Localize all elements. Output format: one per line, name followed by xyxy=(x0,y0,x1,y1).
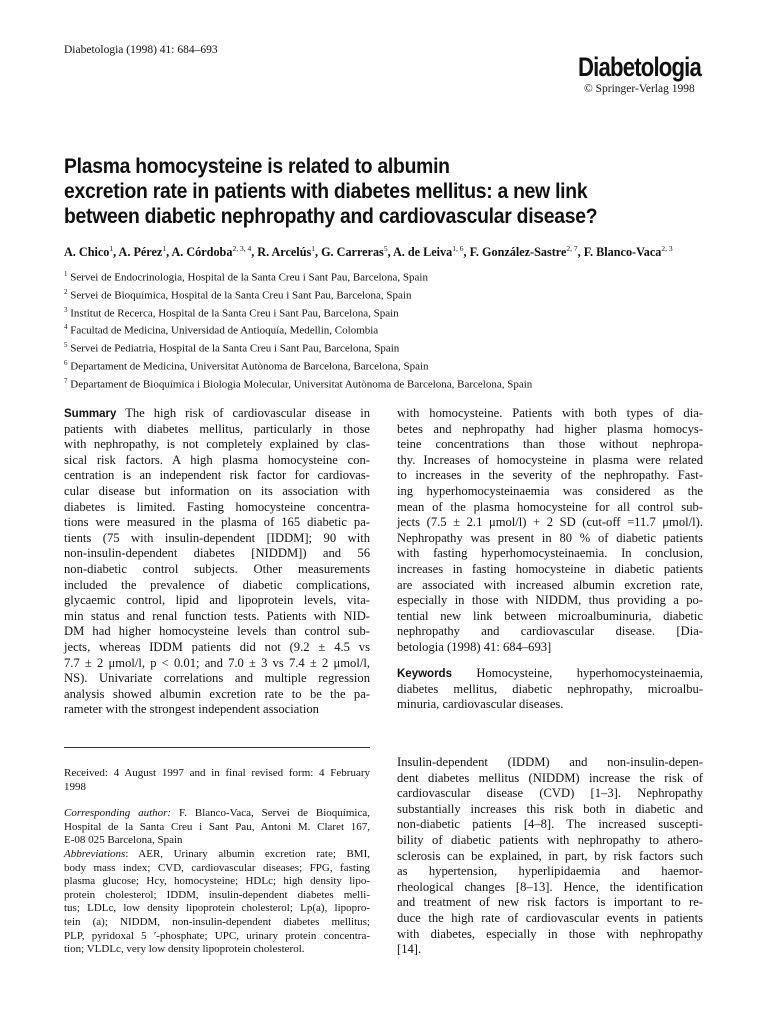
text-line xyxy=(397,422,703,438)
text-line-content: substantially increases this risk both in diabetic and xyxy=(397,801,703,816)
footnote-gap xyxy=(64,794,370,807)
text-line-content: are associated with increased albumin excretion rate, xyxy=(397,577,703,592)
text-line-content: Homocysteine, hyperhomocysteinaemia, xyxy=(476,666,703,680)
text-line-content: with nephropathy, is not completely explained by clas- xyxy=(64,437,370,452)
text-line-content: bility of diabetic patients with nephropathy to athero- xyxy=(397,832,703,847)
text-line-content: and treatment of new risk factors is important to re- xyxy=(397,895,703,910)
author-affiliation-mark: 2, 3 xyxy=(661,244,673,253)
text-line-content: glycaemic control, lipid and lipoprotein levels, vita- xyxy=(64,593,370,608)
text-line xyxy=(397,593,703,609)
text-line-content: minuria, cardiovascular diseases. xyxy=(397,697,564,712)
author-affiliation-mark: 1 xyxy=(311,244,315,253)
text-line-content: body mass index; CVD, cardiovascular diseases; FPG, fasting xyxy=(64,861,370,874)
text-line-content: NS). Univariate correlations and multiple regression xyxy=(64,671,370,686)
text-line-content: : AER, Urinary albumin excretion rate; BMI, xyxy=(125,847,370,860)
text-line xyxy=(397,849,703,865)
author-name: R. Arcelús xyxy=(257,245,312,260)
text-line-content: cardiovascular disease (CVD) [1–3]. Nephropathy xyxy=(397,786,703,801)
text-line-content: tions were measured in the plasma of 165 diabetic pa- xyxy=(64,515,370,530)
text-line-content: sical risk factors. A high plasma homocysteine con- xyxy=(64,452,370,467)
text-line-content: tential new link between microalbuminuria, diabetic xyxy=(397,608,703,623)
article-title xyxy=(64,154,714,229)
affiliation-number: 6 xyxy=(64,358,68,367)
affiliation-text: Servei de Pediatria, Hospital de la Santa Creu i Sant Pau, Barcelona, Spain xyxy=(70,342,400,355)
author-name: A. Chico xyxy=(64,245,110,260)
text-line xyxy=(397,927,703,943)
text-line xyxy=(64,406,370,422)
text-line-content: min status and renal function tests. Patients with NID- xyxy=(64,608,370,623)
text-line-content: with diabetes, especially in those with nephropathy xyxy=(397,926,703,941)
text-line-content: thy. Increases of homocysteine in plasma were related xyxy=(397,452,703,467)
text-line-content: tion; VLDLc, very low density lipoprotein cholesterol. xyxy=(64,943,305,956)
text-line xyxy=(64,916,370,930)
author-list: A. Chico$^1$, A. Pérez$^1$, A. Córdoba$^{2, 3, 4}$, R. Arcelús$^1$, G. Carreras$^5$, A. de Leiva$^{1, 6}$, F. González-Sastre$^{2, 7}$, F. Blanco-Vaca$^{2, 3}$ xyxy=(64,244,673,260)
text-line xyxy=(64,687,370,703)
text-line-content: non-diabetic patients [4–8]. The increased suscepti- xyxy=(397,817,703,832)
text-line xyxy=(64,593,370,609)
text-line-content: to increases in the severity of the nephropathy. Fast- xyxy=(397,468,703,483)
text-line-content: with homocysteine. Patients with both types of dia- xyxy=(397,406,703,420)
affiliation-list xyxy=(64,267,714,391)
author-name: A. de Leiva xyxy=(392,245,453,260)
footnotes-block xyxy=(64,767,370,957)
text-line xyxy=(397,406,703,422)
text-line xyxy=(64,671,370,687)
text-line xyxy=(64,834,370,848)
text-line xyxy=(397,640,703,656)
text-line-content: jects (7.5 ± 2.1 μmol/l) + 2 SD (cut-off =11.7 μmol/l). xyxy=(397,515,703,530)
keywords-block xyxy=(397,666,703,713)
affiliation-item xyxy=(64,267,714,285)
text-line xyxy=(397,911,703,927)
text-line xyxy=(397,895,703,911)
title-line: excretion rate in patients with diabetes mellitus: a new link xyxy=(64,179,588,203)
text-line xyxy=(64,609,370,625)
text-line xyxy=(64,943,370,957)
corresponding-author-label: Corresponding author: xyxy=(64,807,172,820)
text-line-content: [14]. xyxy=(397,942,422,957)
text-line-content: increases in fasting homocysteine in diabetic patients xyxy=(397,561,703,576)
text-line xyxy=(64,862,370,876)
text-line-content: diabetes mellitus, diabetic nephropathy, microalbu- xyxy=(397,681,703,696)
text-line-content: betologia (1998) 41: 684–693] xyxy=(397,639,552,654)
text-line-content: E-08 025 Barcelona, Spain xyxy=(64,834,183,847)
author-name: G. Carreras xyxy=(321,245,384,260)
text-line-content: non-insulin-dependent diabetes [NIDDM]) and 56 xyxy=(64,546,370,561)
abbreviations-label: Abbreviations xyxy=(64,847,126,860)
text-line-content: included the prevalence of diabetic complications, xyxy=(64,577,370,592)
text-line xyxy=(64,781,370,795)
text-line xyxy=(64,848,370,862)
affiliation-text: Servei de Bioquímica, Hospital de la Santa Creu i Sant Pau, Barcelona, Spain xyxy=(70,289,412,302)
text-line-content: centration is an independent risk factor for cardiovas- xyxy=(64,468,370,483)
text-line-content: tients (75 with insulin-dependent [IDDM]; 90 with xyxy=(64,530,370,545)
affiliation-item xyxy=(64,285,714,303)
text-line xyxy=(64,468,370,484)
affiliation-text: Facultad de Medicina, Universidad de Antioquía, Medellin, Colombia xyxy=(70,324,379,337)
affiliation-text: Servei de Endocrinologia, Hospital de la Santa Creu i Sant Pau, Barcelona, Spain xyxy=(70,271,428,284)
title-line: Plasma homocysteine is related to albumin xyxy=(64,154,450,178)
text-line xyxy=(64,500,370,516)
text-line-content: sclerosis can be explained, in part, by risk factors such xyxy=(397,848,703,863)
author-affiliation-mark: 1, 6 xyxy=(452,244,464,253)
text-line xyxy=(397,682,703,698)
copyright-notice: © Springer-Verlag 1998 xyxy=(584,83,695,95)
text-line-content: protein cholesterol; IDDM, insulin-dependent diabetes melli- xyxy=(64,888,370,901)
text-line xyxy=(64,889,370,903)
text-line-content: F. Blanco-Vaca, Servei de Bioquímica, xyxy=(178,807,370,820)
affiliation-text: Institut de Recerca, Hospital de la Santa Creu i Sant Pau, Barcelona, Spain xyxy=(70,307,399,320)
text-line-content: rameter with the strongest independent association xyxy=(64,702,319,717)
text-line-content: Nephropathy was present in 80 % of diabetic patients xyxy=(397,530,703,545)
text-line xyxy=(397,697,703,713)
text-line xyxy=(64,807,370,821)
text-line-content: Insulin-dependent (IDDM) and non-insulin-depen- xyxy=(397,755,703,769)
affiliation-number: 2 xyxy=(64,287,68,296)
text-line xyxy=(397,624,703,640)
author-name: A. Córdoba xyxy=(171,245,233,260)
text-line-content: analysis showed albumin excretion rate to be the pa- xyxy=(64,686,370,701)
text-line xyxy=(64,930,370,944)
text-line-content: jects, whereas IDDM patients did not (9.2 ± 4.5 vs xyxy=(64,639,370,654)
text-line xyxy=(397,484,703,500)
text-line-content: 7.7 ± 2 μmol/l, p < 0.01; and 7.0 ± 3 vs 7.4 ± 2 μmol/l, xyxy=(64,655,370,670)
text-line-content: The high risk of cardiovascular disease in xyxy=(125,406,371,420)
text-line xyxy=(64,422,370,438)
text-line xyxy=(397,666,703,682)
text-line xyxy=(397,546,703,562)
text-line xyxy=(397,942,703,958)
text-line-content: diabetes is limited. Fasting homocysteine concentra- xyxy=(64,499,370,514)
author-name: F. González-Sastre xyxy=(469,245,567,260)
text-line xyxy=(397,833,703,849)
affiliation-item xyxy=(64,338,714,356)
affiliation-number: 5 xyxy=(64,341,68,349)
journal-logo: Diabetologia xyxy=(578,52,702,82)
text-line xyxy=(397,609,703,625)
text-line-content: patients with diabetes mellitus, particularly in those xyxy=(64,421,370,436)
author-affiliation-mark: 1 xyxy=(162,244,167,253)
text-line-content: cular disease but information on its association with xyxy=(64,483,370,498)
text-line-content: duce the high rate of cardiovascular events in patients xyxy=(397,910,703,925)
text-line xyxy=(397,771,703,787)
introduction-text xyxy=(397,755,703,958)
text-line-content: nephropathy and cardiovascular disease. [Dia- xyxy=(397,624,703,639)
text-line xyxy=(397,453,703,469)
text-line xyxy=(64,624,370,640)
text-line xyxy=(397,562,703,578)
footnote-divider xyxy=(64,747,370,748)
abstract-summary xyxy=(64,406,370,718)
text-line xyxy=(397,755,703,771)
text-line xyxy=(397,468,703,484)
text-line xyxy=(397,531,703,547)
text-line xyxy=(397,864,703,880)
text-line xyxy=(64,578,370,594)
text-line xyxy=(64,515,370,531)
text-line-content: tus; LDLc, low density lipoprotein cholesterol; Lp(a), lipopro- xyxy=(64,902,370,915)
text-line-content: Hospital de la Santa Creu i Sant Pau, Antoni M. Claret 167, xyxy=(64,820,370,833)
author-affiliation-mark: 5 xyxy=(383,244,388,253)
text-line-content: rheological changes [8–13]. Hence, the identification xyxy=(397,879,703,894)
author-name: A. Pérez xyxy=(118,245,163,260)
text-line-content: especially in those with NIDDM, thus providing a po- xyxy=(397,593,703,608)
text-line-content: with fasting hyperhomocysteinaemia. In conclusion, xyxy=(397,546,703,561)
affiliation-text: Departament de Bioquímica i Biologia Molecular, Universitat Autònoma de Barcelona, Barcelona, Spain xyxy=(70,378,533,391)
text-line-content: as hypertension, hyperlipidaemia and haemor- xyxy=(397,864,703,879)
text-line xyxy=(64,546,370,562)
affiliation-number: 1 xyxy=(64,270,68,278)
text-line xyxy=(397,437,703,453)
text-line xyxy=(64,767,370,781)
text-line xyxy=(397,802,703,818)
text-line xyxy=(397,500,703,516)
text-line xyxy=(64,902,370,916)
text-line xyxy=(397,515,703,531)
author-name: F. Blanco-Vaca xyxy=(583,245,662,260)
affiliation-number: 3 xyxy=(64,305,68,314)
text-line xyxy=(397,578,703,594)
text-line xyxy=(64,437,370,453)
text-line-content: Received: 4 August 1997 and in final revised form: 4 February xyxy=(64,767,370,779)
author-affiliation-mark: 1 xyxy=(109,244,114,253)
text-line xyxy=(64,531,370,547)
affiliation-item xyxy=(64,303,714,321)
text-line-content: ing hyperhomocysteinaemia was considered as the xyxy=(397,483,703,498)
affiliation-item xyxy=(64,374,714,392)
keywords-label: Keywords xyxy=(397,668,452,680)
text-line xyxy=(64,453,370,469)
text-line-content: plasma glucose; Hcy, homocysteine; HDLc; high density lipo- xyxy=(64,875,370,888)
text-line xyxy=(64,821,370,835)
text-line-content: PLP, pyridoxal 5 ′-phosphate; UPC, urinary protein concentra- xyxy=(64,929,370,942)
text-line xyxy=(397,817,703,833)
text-line-content: 1998 xyxy=(64,780,86,793)
affiliation-number: 4 xyxy=(64,323,68,332)
text-line-content: betes and nephropathy had higher plasma homocys- xyxy=(397,421,703,436)
title-line: between diabetic nephropathy and cardiovascular disease? xyxy=(64,204,598,228)
affiliation-item xyxy=(64,356,714,374)
author-affiliation-mark: 2, 3, 4 xyxy=(232,244,252,253)
text-line-content: non-diabetic control subjects. Other measurements xyxy=(64,561,370,576)
text-line-content: mean of the plasma homocysteine for all control sub- xyxy=(397,499,703,514)
affiliation-item xyxy=(64,320,714,338)
affiliation-text: Departament de Medicina, Universitat Autònoma de Barcelona, Barcelona, Spain xyxy=(70,360,429,373)
journal-citation: Diabetologia (1998) 41: 684–693 xyxy=(64,44,218,56)
text-line xyxy=(64,875,370,889)
text-line-content: dent diabetes mellitus (NIDDM) increase the risk of xyxy=(397,770,703,785)
text-line-content: DM had higher homocysteine levels than control sub- xyxy=(64,624,370,639)
text-line-content: teine concentrations than those without nephropa- xyxy=(397,437,703,452)
text-line xyxy=(64,702,370,718)
text-line xyxy=(64,640,370,656)
text-line-content: tein (a); NIDDM, non-insulin-dependent diabetes mellitus; xyxy=(64,915,370,928)
text-line xyxy=(64,656,370,672)
affiliation-number: 7 xyxy=(64,376,68,385)
summary-label: Summary xyxy=(64,408,117,420)
text-line xyxy=(64,484,370,500)
author-affiliation-mark: 2, 7 xyxy=(566,244,578,253)
text-line xyxy=(64,562,370,578)
text-line xyxy=(397,786,703,802)
abstract-summary-continued xyxy=(397,406,703,656)
text-line xyxy=(397,880,703,896)
